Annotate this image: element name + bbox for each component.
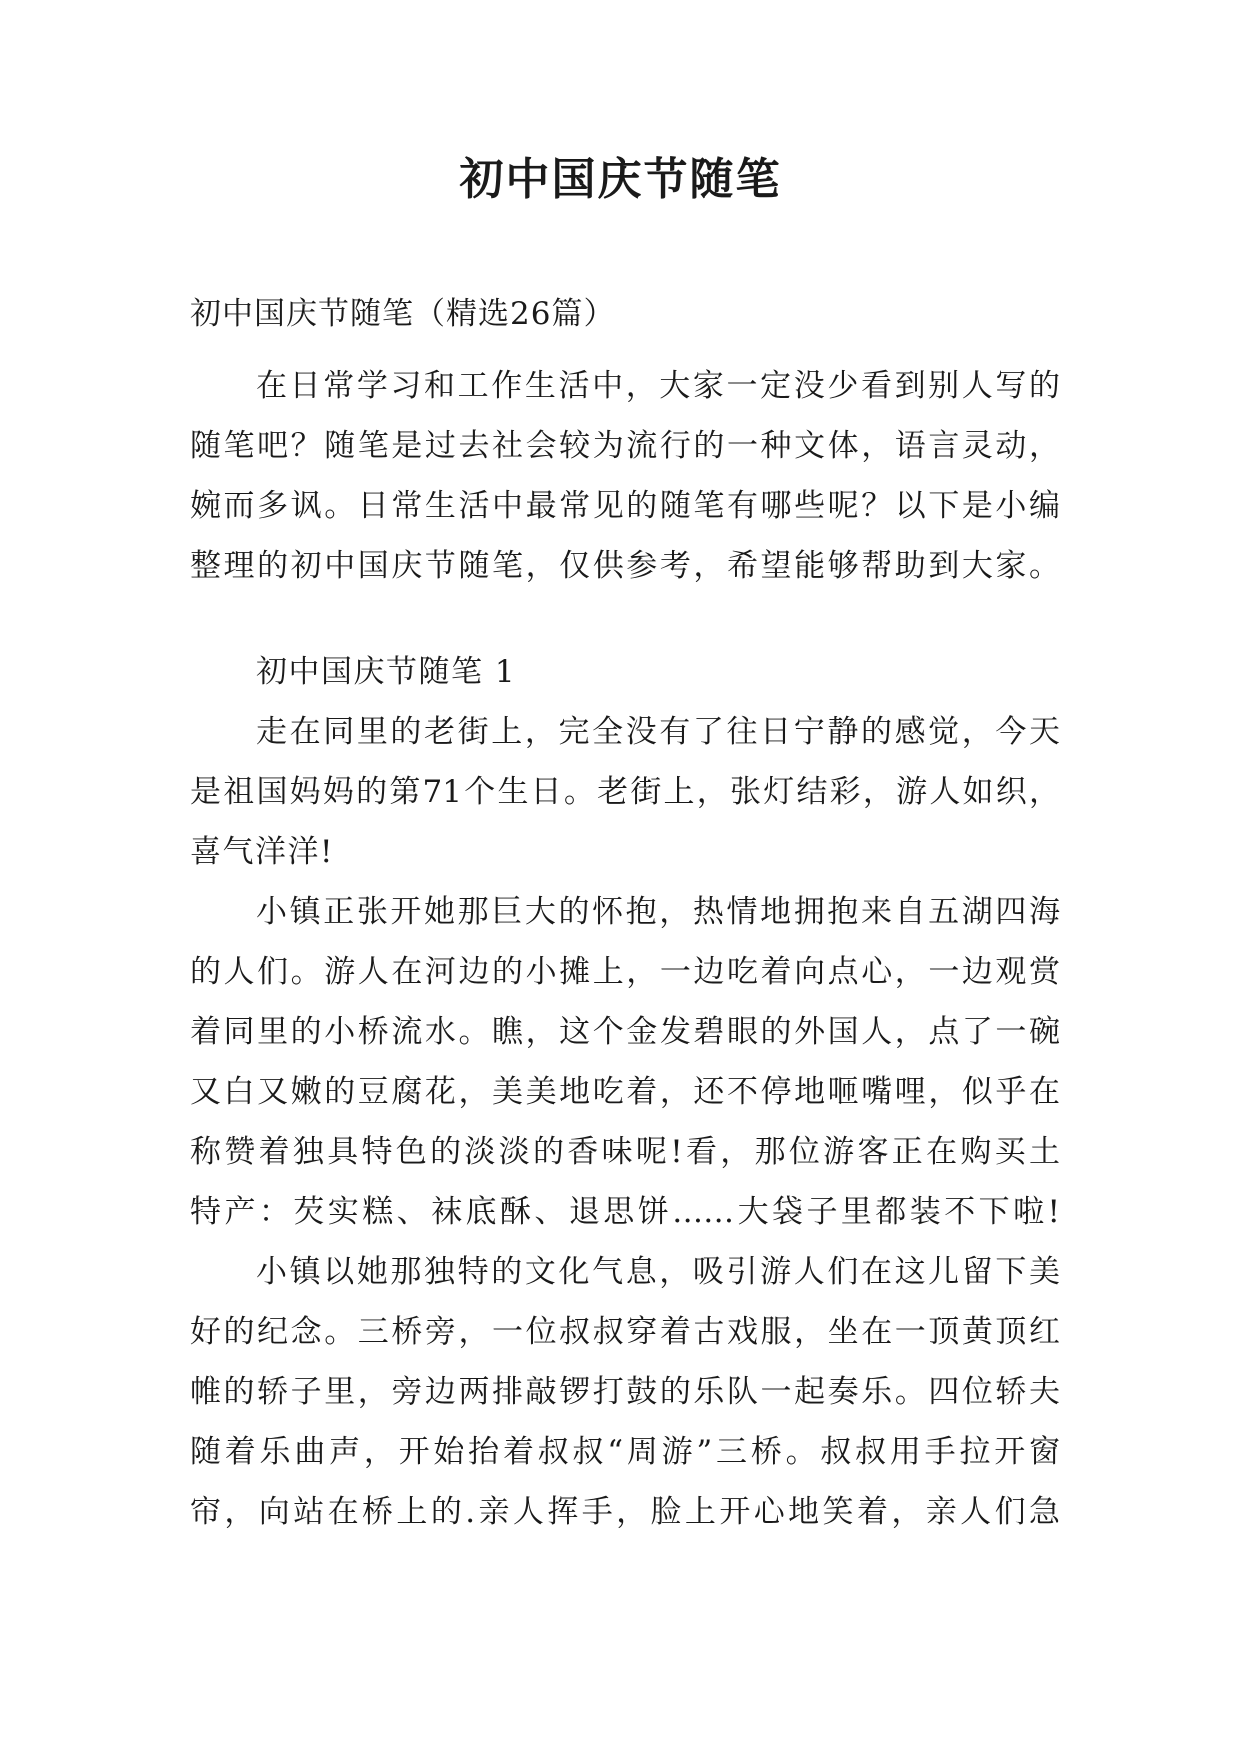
body-line: 走在同里的老街上，完全没有了往日宁静的感觉，今天 xyxy=(256,714,1060,750)
body-line: 着同里的小桥流水。瞧，这个金发碧眼的外国人，点了一碗 xyxy=(190,1014,1060,1050)
body-line: 称赞着独具特色的淡淡的香味呢!看，那位游客正在购买土 xyxy=(190,1134,1060,1170)
body-line: 帷的轿子里，旁边两排敲锣打鼓的乐队一起奏乐。四位轿夫 xyxy=(190,1374,1060,1410)
intro-line: 婉而多讽。日常生活中最常见的随笔有哪些呢？以下是小编 xyxy=(190,488,1060,524)
intro-line: 随笔吧？随笔是过去社会较为流行的一种文体，语言灵动， xyxy=(190,428,1060,464)
body-line: 又白又嫩的豆腐花，美美地吃着，还不停地咂嘴哩，似乎在 xyxy=(190,1074,1060,1110)
document-subtitle: 初中国庆节随笔（精选26篇） xyxy=(190,296,616,332)
document-title: 初中国庆节随笔 xyxy=(459,154,782,205)
body-line: 特产：芡实糕、袜底酥、退思饼……大袋子里都装不下啦! xyxy=(190,1194,1060,1230)
body-line: 小镇以她那独特的文化气息，吸引游人们在这儿留下美 xyxy=(256,1254,1060,1290)
section-heading: 初中国庆节随笔 1 xyxy=(256,654,517,690)
body-line: 的人们。游人在河边的小摊上，一边吃着向点心，一边观赏 xyxy=(190,954,1060,990)
body-line: 是祖国妈妈的第71个生日。老街上，张灯结彩，游人如织， xyxy=(190,774,1060,810)
body-line: 小镇正张开她那巨大的怀抱，热情地拥抱来自五湖四海 xyxy=(256,894,1060,930)
body-line: 帘，向站在桥上的.亲人挥手，脸上开心地笑着，亲人们急 xyxy=(190,1494,1060,1530)
intro-line: 整理的初中国庆节随笔，仅供参考，希望能够帮助到大家。 xyxy=(190,548,1060,584)
body-line: 喜气洋洋! xyxy=(190,834,334,870)
intro-line: 在日常学习和工作生活中，大家一定没少看到别人写的 xyxy=(256,368,1060,404)
body-line: 好的纪念。三桥旁，一位叔叔穿着古戏服，坐在一顶黄顶红 xyxy=(190,1314,1060,1350)
body-line: 随着乐曲声，开始抬着叔叔“周游”三桥。叔叔用手拉开窗 xyxy=(190,1434,1060,1470)
